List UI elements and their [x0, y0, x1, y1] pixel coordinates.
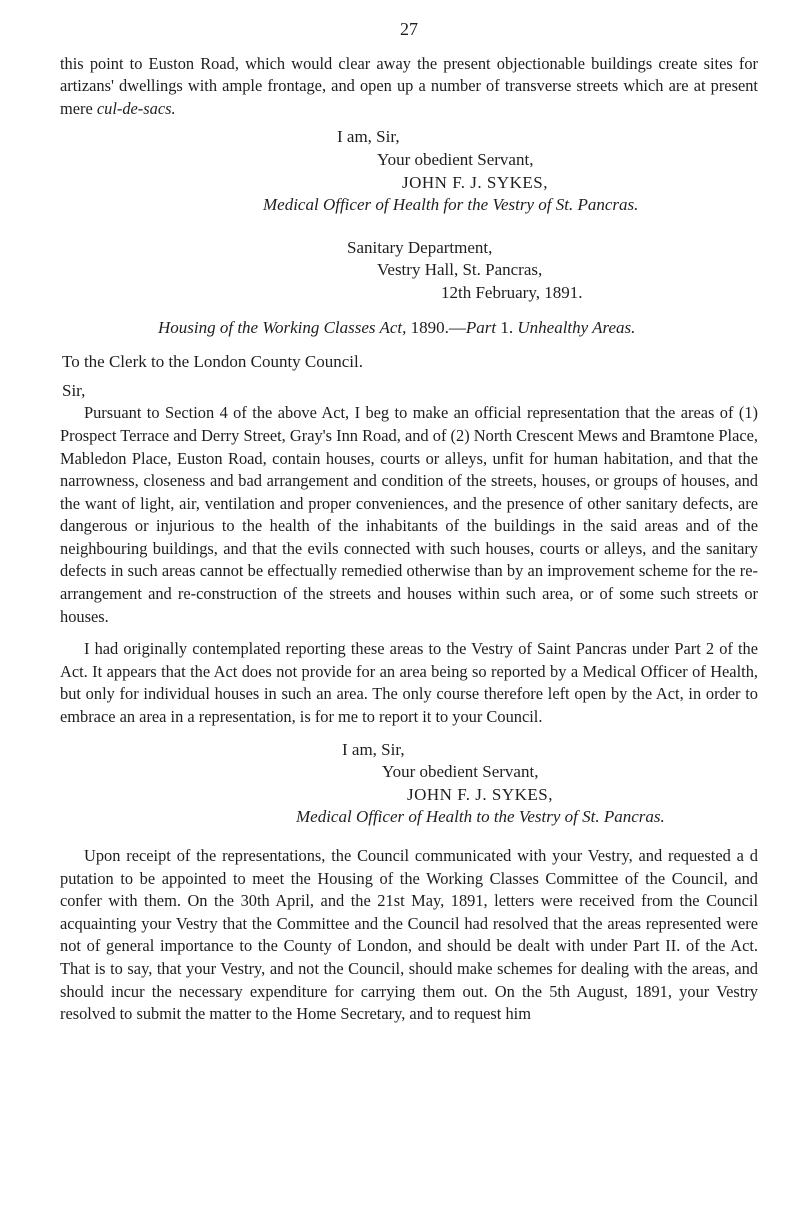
- page-number: 27: [400, 19, 418, 39]
- signature-1-closing: I am, Sir,: [337, 127, 400, 147]
- heading-part-number: 1.: [496, 317, 518, 337]
- heading-part: Part: [465, 317, 497, 337]
- heading-act: Housing of the Working Classes Act,: [158, 317, 407, 337]
- paragraph-representation: Pursuant to Section 4 of the above Act, I beg to make an official representation that the areas of (1) Prospect Terrace and Derry Street, Gray's Inn Road, and of (2) North Crescent Mews and Bramtone Place, Mabledon Place, Euston Road, contain houses, courts or alleys, unfit for human habitation, and that the narrowness, closeness and bad arrangement and condition of the streets, houses, or groups of houses, and the want of light, air, ventilation and proper conveniences, and the presence of other sanitary defects, are dangerous or injurious to the health of the inhabitants of the buildings in the said areas and of the neighbouring buildings, and that the evils connected with such houses, courts or alleys, and the sanitary defects in such areas cannot be effectually remedied otherwise than by an improvement scheme for the re-arrangement and re-construction of the streets and houses within such area, or of some such streets or houses.: [60, 403, 758, 626]
- signature-2-servant: Your obedient Servant,: [382, 762, 539, 782]
- address-date: 12th February, 1891.: [441, 282, 583, 302]
- signature-2-closing: I am, Sir,: [342, 739, 405, 759]
- salutation-addressee: To the Clerk to the London County Council.: [62, 352, 364, 372]
- signature-1-servant: Your obedient Servant,: [377, 149, 534, 169]
- continuation-text: this point to Euston Road, which would clear away the present objectionable buildings create sites for artizans' dwellings with ample frontage, and open up a number of transverse streets which are at present mere: [60, 53, 758, 118]
- section-heading: [60, 317, 758, 340]
- paragraph-original-intent: I had originally contemplated reporting these areas to the Vestry of Saint Pancras under Part 2 of the Act. It appears that the Act does not provide for an area being so reported by a Medical Officer of Health, but only for individual houses in such an area. The only course therefore left open by the Act, in order to embrace an area in a representation, is for me to report it to your Council.: [60, 639, 758, 727]
- continuation-paragraph: [60, 53, 758, 121]
- continuation-italic: cul-de-sacs.: [96, 98, 176, 118]
- heading-subject: Unhealthy Areas.: [517, 317, 636, 337]
- signature-2-title: Medical Officer of Health to the Vestry of St. Pancras.: [296, 807, 665, 827]
- signature-2-name: JOHN F. J. SYKES,: [407, 784, 554, 804]
- address-line-2: Vestry Hall, St. Pancras,: [377, 260, 543, 280]
- paragraph-council-response: Upon receipt of the representations, the Council communicated with your Vestry, and requested a d putation to be appointed to meet the Housing of the Working Classes Committee of the Council, and confer with them. On the 30th April, and the 21st May, 1891, letters were received from the Council acquainting your Vestry that the Committee and the Council had resolved that the areas represented were not of general importance to the County of London, and should be dealt with under Part II. of the Act. That is to say, that your Vestry, and not the Council, should make schemes for dealing with the areas, and should incur the necessary expenditure for carrying them out. On the 5th August, 1891, your Vestry resolved to submit the matter to the Home Secretary, and to request him: [60, 846, 758, 1024]
- signature-1-name: JOHN F. J. SYKES,: [402, 172, 549, 192]
- address-line-1: Sanitary Department,: [347, 237, 493, 257]
- heading-year: 1890.—: [406, 317, 466, 337]
- salutation-sir: Sir,: [62, 380, 86, 400]
- signature-1-title: Medical Officer of Health for the Vestry of St. Pancras.: [263, 195, 639, 215]
